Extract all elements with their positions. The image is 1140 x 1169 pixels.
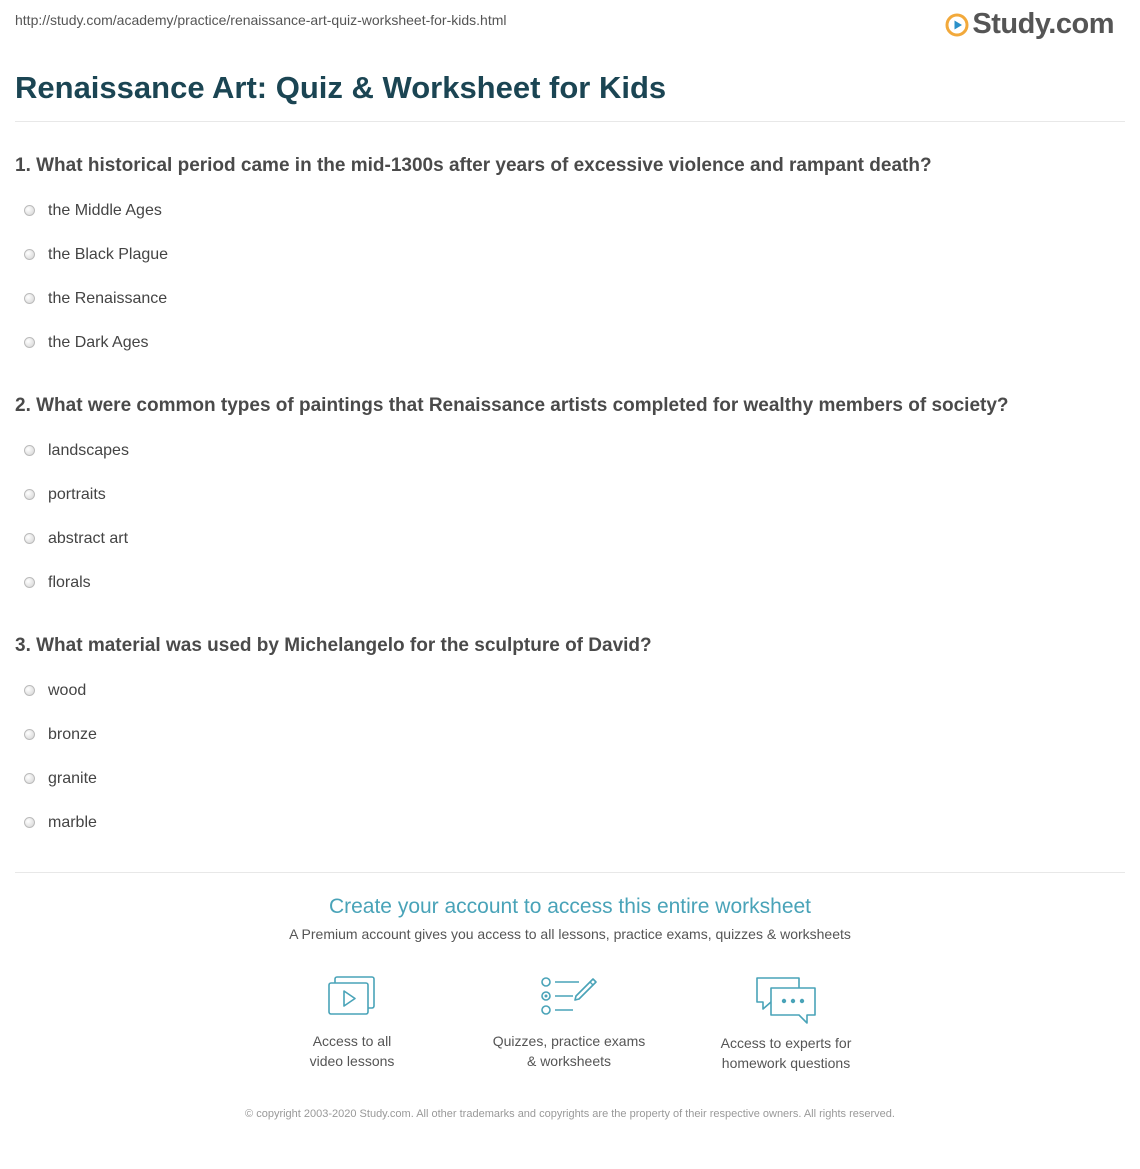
radio-button[interactable] xyxy=(24,817,35,828)
feature-label-line: Access to all xyxy=(312,1033,392,1049)
radio-button[interactable] xyxy=(24,577,35,588)
feature-label-line: & worksheets xyxy=(526,1053,612,1069)
feature-label-line: Access to experts for xyxy=(720,1035,852,1051)
radio-button[interactable] xyxy=(24,293,35,304)
page-title: Renaissance Art: Quiz & Worksheet for Kids xyxy=(15,70,667,105)
answer-option[interactable] xyxy=(24,289,168,333)
feature-label xyxy=(469,1031,669,1071)
answer-option[interactable] xyxy=(24,769,97,813)
question-2-text: 2. What were common types of paintings that Renaissance artists completed for wealthy members of society? xyxy=(15,395,1009,416)
create-account-link[interactable]: Create your account to access this entire worksheet xyxy=(328,895,812,918)
answer-option[interactable] xyxy=(24,485,129,529)
feature-quizzes xyxy=(469,975,669,1071)
answer-option[interactable] xyxy=(24,201,168,245)
answer-label[interactable]: florals xyxy=(48,574,91,591)
answer-label[interactable]: wood xyxy=(48,682,87,699)
radio-button[interactable] xyxy=(24,489,35,500)
question-1-answers xyxy=(24,201,168,377)
answer-label[interactable]: landscapes xyxy=(48,442,129,459)
feature-label xyxy=(686,1033,886,1073)
radio-button[interactable] xyxy=(24,337,35,348)
radio-button[interactable] xyxy=(24,773,35,784)
answer-label[interactable]: marble xyxy=(48,814,97,831)
chat-bubbles-icon xyxy=(753,975,819,1027)
answer-option[interactable] xyxy=(24,333,168,377)
page-url: http://study.com/academy/practice/renaissance-art-quiz-worksheet-for-kids.html xyxy=(15,12,507,28)
feature-label-line: Quizzes, practice exams xyxy=(492,1033,646,1049)
study-logo[interactable] xyxy=(945,8,1114,41)
answer-label[interactable]: the Renaissance xyxy=(48,290,168,307)
question-3-text: 3. What material was used by Michelangelo for the sculpture of David? xyxy=(15,635,652,656)
answer-label[interactable]: the Dark Ages xyxy=(48,334,149,351)
radio-button[interactable] xyxy=(24,445,35,456)
feature-video-lessons xyxy=(252,975,452,1071)
answer-option[interactable] xyxy=(24,813,97,857)
answer-option[interactable] xyxy=(24,573,129,617)
radio-button[interactable] xyxy=(24,205,35,216)
feature-label xyxy=(252,1031,452,1071)
feature-label-line: homework questions xyxy=(721,1055,851,1071)
header-divider xyxy=(15,121,1125,122)
question-1-text: 1. What historical period came in the mid-1300s after years of excessive violence and rampant death? xyxy=(15,155,932,176)
answer-label[interactable]: the Middle Ages xyxy=(48,202,162,219)
video-lessons-icon xyxy=(326,975,378,1019)
answer-label[interactable]: bronze xyxy=(48,726,97,743)
answer-label[interactable]: abstract art xyxy=(48,530,129,547)
logo-text: Study.com xyxy=(972,8,1114,40)
question-3-answers xyxy=(24,681,97,857)
feature-label-line: video lessons xyxy=(309,1053,395,1069)
radio-button[interactable] xyxy=(24,729,35,740)
answer-option[interactable] xyxy=(24,529,129,573)
answer-option[interactable] xyxy=(24,681,97,725)
answer-label[interactable]: the Black Plague xyxy=(48,246,169,263)
question-2-answers xyxy=(24,441,129,617)
answer-option[interactable] xyxy=(24,725,97,769)
cta-divider xyxy=(15,872,1125,873)
answer-option[interactable] xyxy=(24,245,168,289)
answer-option[interactable] xyxy=(24,441,129,485)
radio-button[interactable] xyxy=(24,685,35,696)
copyright-text: © copyright 2003-2020 Study.com. All other trademarks and copyrights are the property of their respective owners. All rights reserved. xyxy=(245,1108,895,1120)
play-circle-icon xyxy=(945,13,969,37)
radio-button[interactable] xyxy=(24,533,35,544)
answer-label[interactable]: portraits xyxy=(48,486,106,503)
feature-experts xyxy=(686,975,886,1073)
cta-subtitle: A Premium account gives you access to all lessons, practice exams, quizzes & worksheets xyxy=(289,926,851,942)
quiz-checklist-icon xyxy=(539,975,599,1019)
radio-button[interactable] xyxy=(24,249,35,260)
answer-label[interactable]: granite xyxy=(48,770,97,787)
